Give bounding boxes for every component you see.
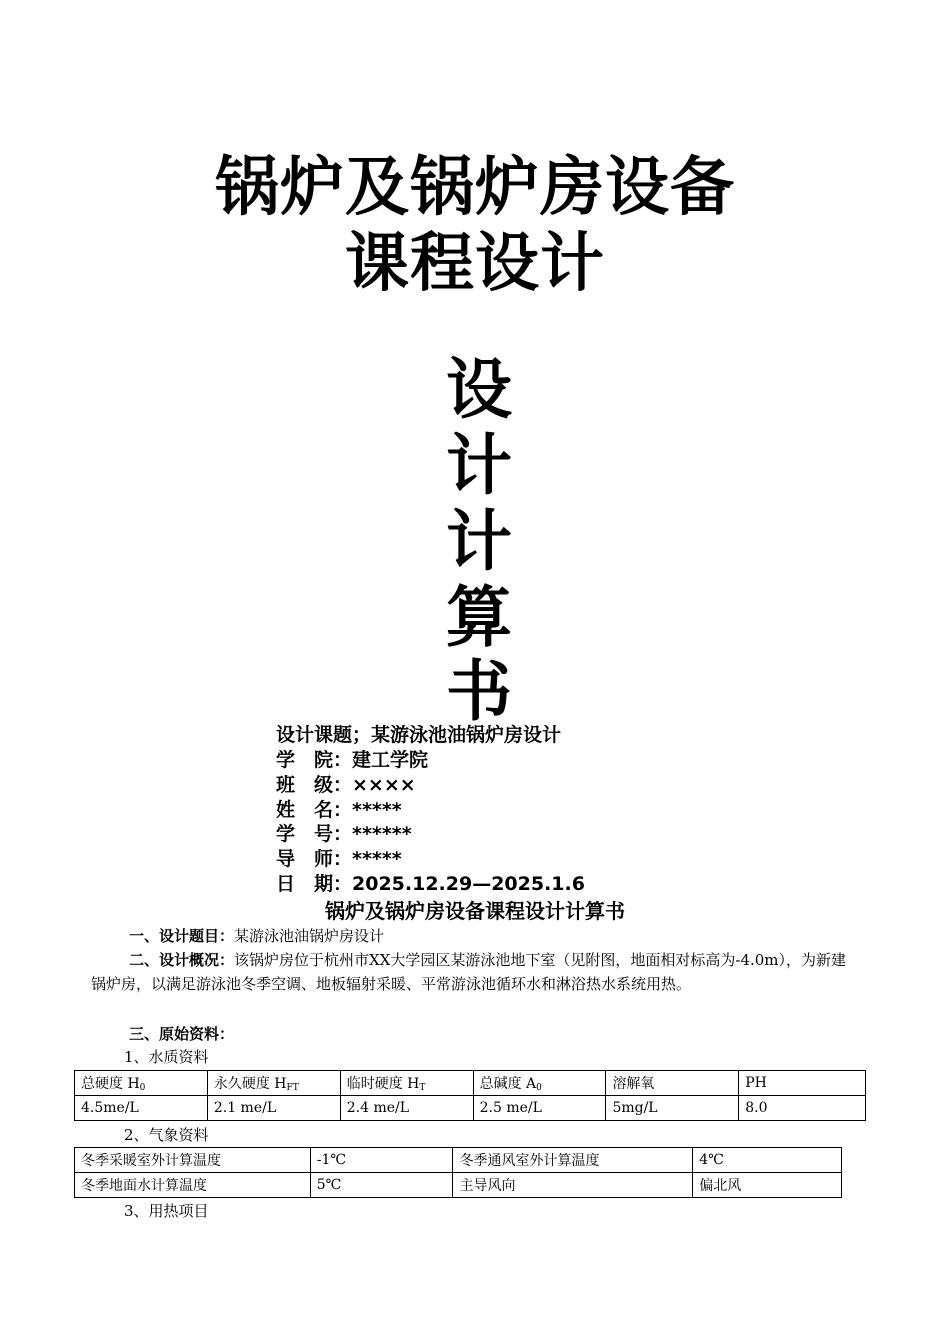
section-text: 某游泳池油锅炉房设计 bbox=[234, 927, 385, 945]
info-label: 日 期： bbox=[276, 873, 353, 895]
info-value: ***** bbox=[352, 848, 402, 870]
table-header-cell: 总碱度 A0 bbox=[473, 1071, 606, 1096]
info-value: 某游泳池油锅炉房设计 bbox=[371, 724, 562, 746]
table-cell: 8.0 bbox=[739, 1096, 866, 1121]
info-class bbox=[276, 773, 416, 797]
water-quality-label: 1、水质资料 bbox=[124, 1048, 209, 1066]
water-quality-table bbox=[74, 1070, 866, 1121]
info-name bbox=[276, 798, 402, 822]
table-cell: 冬季地面水计算温度 bbox=[75, 1173, 311, 1198]
info-student-id bbox=[276, 822, 412, 846]
table-header-cell: 溶解氧 bbox=[606, 1071, 739, 1096]
section-heading: 二、设计概况： bbox=[129, 951, 235, 969]
table-cell: 4℃ bbox=[693, 1148, 842, 1173]
table-cell: 冬季采暖室外计算温度 bbox=[75, 1148, 311, 1173]
section-heading: 三、原始资料： bbox=[129, 1025, 235, 1043]
info-label: 学 号： bbox=[276, 823, 353, 845]
vertical-title-char: 算 bbox=[446, 579, 512, 656]
weather-label: 2、气象资料 bbox=[124, 1126, 209, 1144]
weather-table bbox=[74, 1147, 842, 1198]
section-original-data bbox=[91, 1022, 861, 1046]
cover-title-line2: 课程设计 bbox=[345, 227, 605, 301]
document-title: 锅炉及锅炉房设备课程设计计算书 bbox=[325, 899, 625, 923]
table-cell: 4.5me/L bbox=[75, 1096, 208, 1121]
table-header-row bbox=[75, 1071, 866, 1096]
table-header-cell: 临时硬度 HT bbox=[340, 1071, 473, 1096]
table-row bbox=[75, 1173, 842, 1198]
info-topic bbox=[276, 723, 561, 747]
section-design-overview bbox=[91, 948, 861, 996]
vertical-title-char: 设 bbox=[446, 351, 512, 428]
table-cell: 偏北风 bbox=[693, 1173, 842, 1198]
info-label: 班 级： bbox=[276, 774, 353, 796]
table-header-cell: 总硬度 H0 bbox=[75, 1071, 208, 1096]
table-cell: 主导风向 bbox=[453, 1173, 693, 1198]
table-header-cell: 永久硬度 HFT bbox=[207, 1071, 340, 1096]
vertical-title-char: 书 bbox=[446, 653, 512, 730]
table-row bbox=[75, 1096, 866, 1121]
cover-title-line1: 锅炉及锅炉房设备 bbox=[215, 151, 735, 225]
vertical-title-char: 计 bbox=[446, 427, 512, 504]
info-value: ×××× bbox=[352, 774, 416, 796]
section-design-topic bbox=[91, 924, 861, 948]
table-cell: 5mg/L bbox=[606, 1096, 739, 1121]
table-cell: 5℃ bbox=[310, 1173, 453, 1198]
section-text: 该锅炉房位于杭州市XX大学园区某游泳池地下室（见附图，地面相对标高为-4.0m），为新建锅炉房，以满足游泳池冬季空调、地板辐射采暖、平常游泳池循环水和淋浴热水系统用热。 bbox=[91, 951, 847, 993]
info-value: ***** bbox=[352, 799, 402, 821]
info-label: 学 院： bbox=[276, 749, 353, 771]
table-cell: 2.5 me/L bbox=[473, 1096, 606, 1121]
info-college bbox=[276, 748, 428, 772]
table-cell: 冬季通风室外计算温度 bbox=[453, 1148, 693, 1173]
section-heading: 一、设计题目： bbox=[129, 927, 235, 945]
heat-items-label: 3、用热项目 bbox=[124, 1202, 209, 1220]
table-cell: 2.1 me/L bbox=[207, 1096, 340, 1121]
info-value: ****** bbox=[352, 823, 412, 845]
table-header-cell: PH bbox=[739, 1071, 866, 1096]
info-value: 2025.12.29—2025.1.6 bbox=[352, 873, 585, 895]
info-date bbox=[276, 872, 585, 896]
vertical-title-char: 计 bbox=[446, 503, 512, 580]
table-row bbox=[75, 1148, 842, 1173]
info-label: 姓 名： bbox=[276, 799, 353, 821]
table-cell: -1℃ bbox=[310, 1148, 453, 1173]
info-label: 设计课题； bbox=[276, 724, 372, 746]
info-value: 建工学院 bbox=[352, 749, 429, 771]
table-cell: 2.4 me/L bbox=[340, 1096, 473, 1121]
info-label: 导 师： bbox=[276, 848, 353, 870]
info-advisor bbox=[276, 847, 402, 871]
